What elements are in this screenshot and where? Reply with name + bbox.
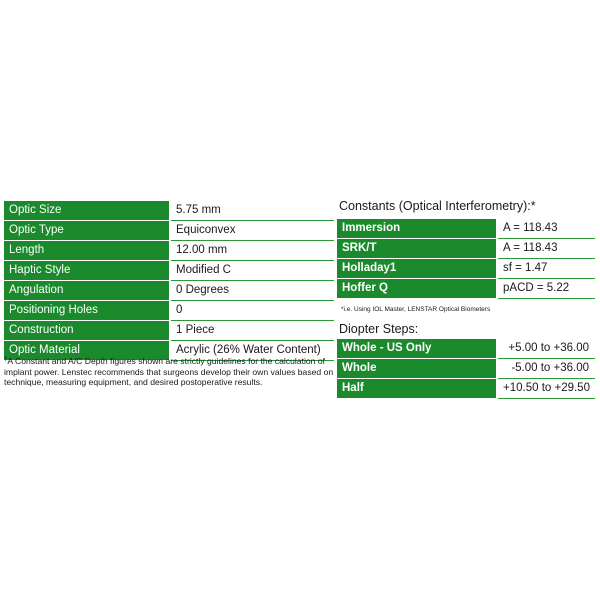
table-row: [337, 219, 595, 239]
table-row: [337, 359, 595, 379]
table-row: [337, 239, 595, 259]
spec-value: Modified C: [170, 261, 334, 281]
constant-value: A = 118.43: [497, 239, 595, 259]
diopter-range: +10.50 to +29.50: [497, 379, 595, 399]
table-row: [4, 281, 334, 301]
spec-value: 12.00 mm: [170, 241, 334, 261]
diopter-steps-table: [337, 339, 595, 399]
constant-value: sf = 1.47: [497, 259, 595, 279]
spec-label: Construction: [4, 321, 170, 341]
disclaimer-footnote: [4, 356, 334, 388]
constant-value: pACD = 5.22: [497, 279, 595, 299]
table-row: [337, 259, 595, 279]
constants-table: [337, 219, 595, 299]
spec-value: Acrylic (26% Water Content): [170, 341, 334, 361]
spec-value: 0 Degrees: [170, 281, 334, 301]
spec-label: Optic Material: [4, 341, 170, 361]
spec-value: 5.75 mm: [170, 201, 334, 221]
diopter-label: Whole: [337, 359, 497, 379]
diopter-label: Half: [337, 379, 497, 399]
footnote-text: A Constant and A/C Depth figures shown are strictly guidelines for the calculation of implant power. Lenstec recommends that surgeons develop their own values based on technique, measuring equipment, and desired postoperative results.: [4, 356, 334, 387]
spec-label: Optic Type: [4, 221, 170, 241]
spec-label: Optic Size: [4, 201, 170, 221]
table-row: [4, 221, 334, 241]
constant-value: A = 118.43: [497, 219, 595, 239]
spec-label: Length: [4, 241, 170, 261]
spec-label: Haptic Style: [4, 261, 170, 281]
footnote-marker: †: [4, 357, 8, 363]
constant-label: Immersion: [337, 219, 497, 239]
diopter-label: Whole - US Only: [337, 339, 497, 359]
constant-label: Holladay1: [337, 259, 497, 279]
table-row: [4, 201, 334, 221]
table-row: [4, 301, 334, 321]
table-row: [337, 339, 595, 359]
constant-label: Hoffer Q: [337, 279, 497, 299]
diopter-range: -5.00 to +36.00: [497, 359, 595, 379]
table-row: [4, 321, 334, 341]
spec-value: 0: [170, 301, 334, 321]
table-row: [337, 279, 595, 299]
table-row: [4, 241, 334, 261]
biometer-note: *i.e. Using IOL Master, LENSTAR Optical Biometers: [341, 306, 491, 313]
table-row: [337, 379, 595, 399]
spec-value: 1 Piece: [170, 321, 334, 341]
spec-label: Angulation: [4, 281, 170, 301]
constants-heading: Constants (Optical Interferometry):*: [339, 199, 536, 213]
diopter-steps-heading: Diopter Steps:: [339, 322, 419, 336]
spec-label: Positioning Holes: [4, 301, 170, 321]
constant-label: SRK/T: [337, 239, 497, 259]
optic-specs-table: [4, 201, 334, 361]
table-row: [4, 261, 334, 281]
spec-value: Equiconvex: [170, 221, 334, 241]
diopter-range: +5.00 to +36.00: [497, 339, 595, 359]
